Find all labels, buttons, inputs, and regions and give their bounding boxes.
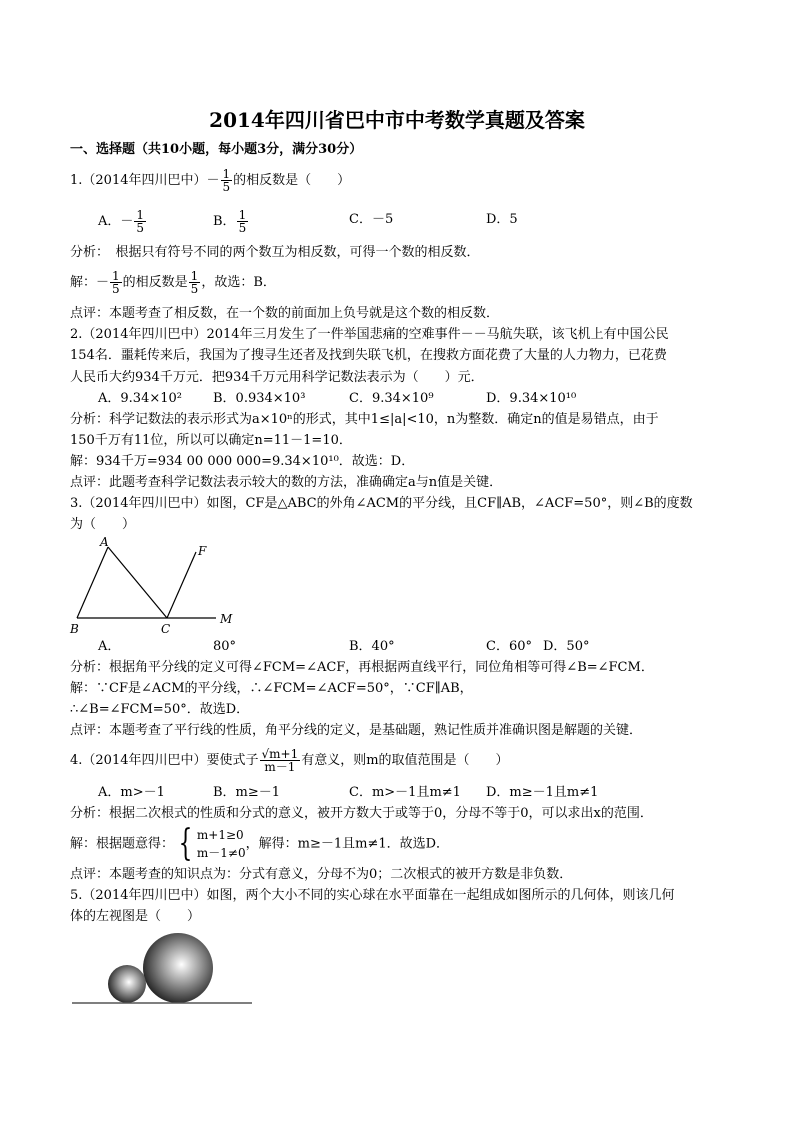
q1-optB-num: 1 — [238, 208, 247, 222]
q2-option-a: A．9.34×10² — [98, 391, 182, 406]
q1-optB-label: B． — [213, 214, 236, 229]
q1-optB-frac — [237, 209, 249, 234]
q1-optA-label: A．－ — [98, 214, 134, 229]
q1-sol-text: 解：－ — [70, 275, 110, 290]
q2-stem-line3: 人民币大约934千万元．把934千万元用科学记数法表示为（ ）元． — [70, 370, 484, 385]
q4-option-b: B．m≥－1 — [213, 785, 281, 800]
q2-option-b: B．0.934×10³ — [213, 391, 306, 406]
q1-solution — [70, 270, 276, 295]
triangle-figure — [66, 534, 246, 638]
segment-ab — [77, 547, 108, 618]
q1-optA-den: 5 — [136, 221, 145, 235]
q1-sol-frac2 — [189, 270, 201, 295]
q1-option-a — [98, 209, 147, 234]
q1-frac-den: 5 — [222, 180, 231, 194]
q4-stem — [70, 748, 509, 773]
q4-sol-text: 解：根据题意得： — [70, 836, 175, 852]
q1-stem — [70, 168, 350, 193]
q2-option-c: C．9.34×10⁹ — [349, 391, 434, 406]
q1-sol-num2: 1 — [190, 269, 199, 283]
large-sphere — [143, 933, 213, 1003]
q2-option-d: D．9.34×10¹⁰ — [486, 391, 577, 406]
q2-comment: 点评：此题考查科学记数法表示较大的数的方法，准确确定a与n值是关键． — [70, 475, 503, 490]
q3-option-d: D．50° — [543, 639, 590, 654]
q3-option-a: A． — [98, 639, 121, 654]
q1-optA-frac — [134, 209, 146, 234]
q5-stem-line1: 5.（2014年四川巴中）如图，两个大小不同的实心球在水平面靠在一起组成如图所示的几何体，则该几何 — [70, 888, 675, 903]
q4-sol-text2: ，解得：m≥－1且m≠1．故选D． — [245, 836, 450, 852]
q1-optA-num: 1 — [136, 208, 145, 222]
label-a: A — [100, 535, 109, 549]
label-c: C — [161, 622, 171, 636]
q1-frac-num: 1 — [222, 167, 231, 181]
q3-analysis: 分析：根据角平分线的定义可得∠FCM=∠ACF，再根据两直线平行，同位角相等可得∠B=∠FCM． — [70, 660, 654, 675]
q4-option-d: D．m≥－1且m≠1 — [486, 785, 599, 800]
q1-stem-text2: 的相反数是（ ） — [233, 173, 351, 188]
q4-frac-num: √m+1 — [261, 747, 299, 761]
q4-stem-text: 4.（2014年四川巴中）要使式子 — [70, 753, 259, 768]
q1-fraction — [221, 168, 233, 193]
q1-analysis: 分析： 根据只有符号不同的两个数互为相反数，可得一个数的相反数． — [70, 245, 480, 260]
q1-sol-den2: 5 — [190, 282, 199, 296]
spheres-figure — [70, 930, 256, 1006]
q4-frac-den: m－1 — [264, 760, 296, 774]
label-b: B — [70, 622, 79, 636]
q2-stem-line1: 2.（2014年四川巴中）2014年三月发生了一件举国悲痛的空难事件－－马航失联，该飞机上有中国公民 — [70, 327, 669, 342]
q1-comment: 点评：本题考查了相反数，在一个数的前面加上负号就是这个数的相反数． — [70, 306, 500, 321]
q1-option-d: D．5 — [486, 212, 518, 227]
q3-comment: 点评：本题考查了平行线的性质，角平分线的定义，是基础题，熟记性质并准确识图是解题的关键． — [70, 723, 643, 738]
q1-sol-den1: 5 — [112, 282, 120, 296]
section-heading: 一、选择题（共10小题，每小题3分，满分30分） — [70, 142, 363, 157]
small-sphere — [108, 965, 146, 1003]
q4-fraction — [260, 748, 301, 773]
q4-comment: 点评：本题考查的知识点为：分式有意义，分母不为0；二次根式的被开方数是非负数． — [70, 867, 573, 882]
q4-system-eq2: m－1≠0 — [196, 846, 246, 860]
page-title: 2014年四川省巴中市中考数学真题及答案 — [209, 108, 585, 132]
q4-option-a: A．m>－1 — [98, 785, 165, 800]
q2-analysis-line2: 150千万有11位，所以可以确定n=11－1=10． — [70, 433, 352, 448]
q1-sol-text3: ，故选：B． — [201, 275, 276, 290]
q1-stem-text: 1.（2014年四川巴中）－ — [70, 173, 220, 188]
ray-cf — [167, 552, 196, 618]
q3-option-b: B．40° — [349, 639, 395, 654]
q4-analysis: 分析：根据二次根式的性质和分式的意义，被开方数大于或等于0，分母不等于0，可以求出x的范围． — [70, 806, 653, 821]
q2-stem-line2: 154名．噩耗传来后，我国为了搜寻生还者及找到失联飞机，在搜救方面花费了大量的人力物力，已花费 — [70, 348, 667, 363]
label-m: M — [220, 612, 233, 626]
q1-sol-text2: 的相反数是 — [122, 275, 188, 290]
q3-option-a-value: 80° — [213, 639, 237, 654]
q4-solution — [70, 823, 450, 864]
q1-option-c: C．－5 — [349, 212, 394, 227]
q3-stem-line2: 为（ ） — [70, 517, 136, 532]
q1-sol-frac1 — [110, 270, 122, 295]
q2-solution: 解：934千万=934 00 000 000=9.34×10¹⁰．故选：D． — [70, 454, 415, 469]
q4-system-eq1: m+1≥0 — [196, 828, 244, 842]
q1-option-b — [213, 209, 249, 234]
q1-sol-num1: 1 — [112, 269, 120, 283]
q4-option-c: C．m>－1且m≠1 — [349, 785, 461, 800]
q4-system — [197, 826, 246, 862]
q3-solution-line2: ∴∠B=∠FCM=50°．故选D． — [70, 702, 250, 717]
q2-analysis-line1: 分析：科学记数法的表示形式为a×10ⁿ的形式，其中1≤|a|<10，n为整数．确定n的值是易错点，由于 — [70, 412, 659, 427]
segment-ac — [108, 547, 167, 618]
q3-stem-line1: 3.（2014年四川巴中）如图，CF是△ABC的外角∠ACM的平分线，且CF∥AB，∠ACF=50°，则∠B的度数 — [70, 496, 693, 511]
q1-optB-den: 5 — [238, 221, 247, 235]
q3-option-c: C．60° — [486, 639, 532, 654]
label-f: F — [198, 544, 207, 558]
q5-stem-line2: 体的左视图是（ ） — [70, 909, 201, 924]
q4-stem-text2: 有意义，则m的取值范围是（ ） — [301, 753, 509, 768]
q3-solution-line1: 解：∵CF是∠ACM的平分线，∴∠FCM=∠ACF=50°，∵CF∥AB， — [70, 681, 473, 696]
brace-symbol: { — [178, 823, 193, 864]
